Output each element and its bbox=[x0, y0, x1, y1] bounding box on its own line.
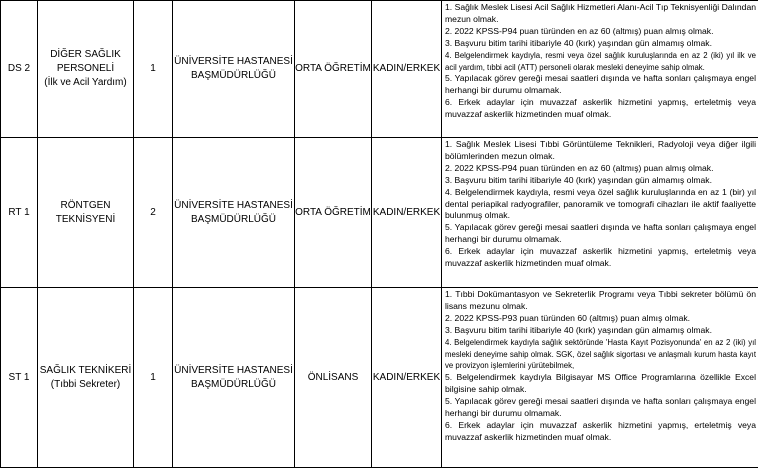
requirement-item: 2. 2022 KPSS-P94 puan türünden en az 60 (altmış) puan almış olmak. bbox=[445, 163, 756, 175]
position-code: ST 1 bbox=[1, 288, 38, 468]
position-code: RT 1 bbox=[1, 138, 38, 288]
position-title-text: DİĞER SAĞLIK PERSONELİ bbox=[50, 49, 121, 74]
requirement-item: 3. Başvuru bitim tarihi itibariyle 40 (kırk) yaşından gün almamış olmak. bbox=[445, 175, 756, 187]
position-count: 2 bbox=[134, 138, 173, 288]
requirements bbox=[442, 288, 758, 468]
gender: KADIN/ERKEK bbox=[372, 1, 442, 138]
requirement-item: 2. 2022 KPSS-P94 puan türünden en az 60 (altmış) puan almış olmak. bbox=[445, 26, 756, 38]
unit-name: ÜNİVERSİTE HASTANESİ BAŞMÜDÜRLÜĞÜ bbox=[173, 1, 295, 138]
requirement-item: 1. Sağlık Meslek Lisesi Tıbbi Görüntüleme Teknikleri, Radyoloji veya diğer ilgili bölümlerinden mezun olmak. bbox=[445, 139, 756, 163]
table-row bbox=[1, 288, 758, 468]
education-level: ORTA ÖĞRETİM bbox=[295, 1, 372, 138]
education-level: ÖNLİSANS bbox=[295, 288, 372, 468]
requirement-item: 3. Başvuru bitim tarihi itibariyle 40 (kırk) yaşından gün almamış olmak. bbox=[445, 325, 756, 337]
position-count: 1 bbox=[134, 288, 173, 468]
position-title bbox=[38, 288, 134, 468]
unit-name: ÜNİVERSİTE HASTANESİ BAŞMÜDÜRLÜĞÜ bbox=[173, 138, 295, 288]
table-row bbox=[1, 138, 758, 288]
requirement-item: 5. Yapılacak görev gereği mesai saatleri dışında ve hafta sonları çalışmaya engel herhangi bir durumu olmamak. bbox=[445, 73, 756, 97]
requirement-item: 6. Erkek adaylar için muvazzaf askerlik hizmetini yapmış, erteletmiş veya muvazzaf askerlik hizmetinden muaf olmak. bbox=[445, 246, 756, 270]
gender: KADIN/ERKEK bbox=[372, 138, 442, 288]
position-code: DS 2 bbox=[1, 1, 38, 138]
requirement-item: 5. Yapılacak görev gereği mesai saatleri dışında ve hafta sonları çalışmaya engel herhangi bir durumu olmamak. bbox=[445, 222, 756, 246]
requirements bbox=[442, 1, 758, 138]
position-title bbox=[38, 1, 134, 138]
position-title-text: SAĞLIK TEKNİKERİ bbox=[40, 365, 132, 376]
requirement-item: 5. Yapılacak görev gereği mesai saatleri dışında ve hafta sonları çalışmaya engel herhangi bir durumu olmamak. bbox=[445, 396, 756, 420]
unit-name: ÜNİVERSİTE HASTANESİ BAŞMÜDÜRLÜĞÜ bbox=[173, 288, 295, 468]
requirement-item: 3. Başvuru bitim tarihi itibariyle 40 (kırk) yaşından gün almamış olmak. bbox=[445, 38, 756, 50]
requirement-item: 5. Belgelendirmek kaydıyla Bilgisayar MS Office Programlarına özellikle Excel bilgisine sahip olmak. bbox=[445, 372, 756, 396]
table-row bbox=[1, 1, 758, 138]
requirement-item: 1. Sağlık Meslek Lisesi Acil Sağlık Hizmetleri Alanı-Acil Tıp Teknisyenliği Dalından mezun olmak. bbox=[445, 2, 756, 26]
requirement-item: 4. Belgelendirmek kaydıyla, resmi veya özel sağlık kuruluşlarında en az 1 (bir) yıl dental periapikal radyografiler, panoramik ve tomografi cihazları ile aktif faaliyette bulunmuş olmak. bbox=[445, 187, 756, 223]
requirement-item: 4. Belgelendirmek kaydıyla, resmi veya özel sağlık kuruluşlarında en az 2 (iki) yıl ilk ve acil yardım, tıbbi acil (ATT) personeli olarak mesleki deneyime sahip olmak. bbox=[445, 50, 756, 74]
requirement-item: 4. Belgelendirmek kaydıyla sağlık sektöründe 'Hasta Kayıt Pozisyonunda' en az 2 (iki) yıl mesleki deneyime sahip olmak. SGK, özel sağlık sigortası ve anlaşmalı kurum hasta kayıt ve provizyon işlemlerini yürütebilmek, bbox=[445, 337, 756, 373]
gender: KADIN/ERKEK bbox=[372, 288, 442, 468]
requirement-item: 2. 2022 KPSS-P93 puan türünden 60 (altmış) puan almış olmak. bbox=[445, 313, 756, 325]
requirement-item: 6. Erkek adaylar için muvazzaf askerlik hizmetini yapmış, erteletmiş veya muvazzaf askerlik hizmetinden muaf olmak. bbox=[445, 420, 756, 444]
position-count: 1 bbox=[134, 1, 173, 138]
position-subtitle: (İlk ve Acil Yardım) bbox=[38, 76, 133, 90]
education-level: ORTA ÖĞRETİM bbox=[295, 138, 372, 288]
requirement-item: 6. Erkek adaylar için muvazzaf askerlik hizmetini yapmış, erteletmiş veya muvazzaf askerlik hizmetinden muaf olmak. bbox=[445, 97, 756, 121]
requirements bbox=[442, 138, 758, 288]
position-title-text: RÖNTGEN TEKNİSYENİ bbox=[56, 200, 115, 225]
position-subtitle: (Tıbbi Sekreter) bbox=[38, 378, 133, 392]
requirement-item: 1. Tıbbi Dokümantasyon ve Sekreterlik Programı veya Tıbbi sekreter bölümü ön lisans mezunu olmak. bbox=[445, 289, 756, 313]
position-title bbox=[38, 138, 134, 288]
